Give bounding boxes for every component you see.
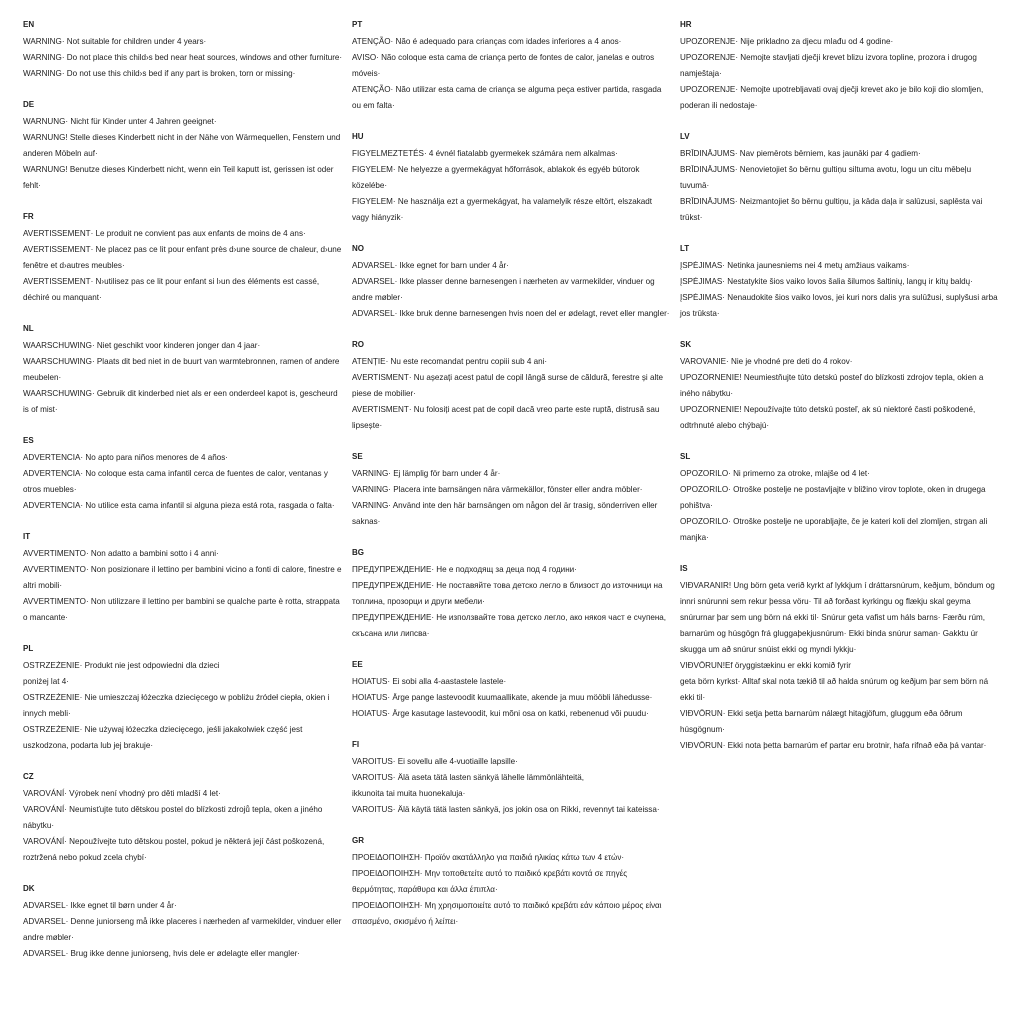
warning-text: ĮSPĖJIMAS· Nenaudokite šios vaiko lovos, jei kuri nors dalis yra sulūžusi, suplyšusi arba jos trūksta·: [680, 293, 998, 318]
warning-text: WAARSCHUWING· Plaats dit bed niet in de buurt van warmtebronnen, ramen of andere meubelen·: [23, 357, 340, 382]
warning-section: [23, 770, 345, 866]
language-code: IT: [23, 532, 31, 541]
language-code: EN: [23, 20, 35, 29]
language-code: NO: [352, 244, 364, 253]
warning-text: ADVERTENCIA· No apto para niños menores de 4 años·: [23, 453, 228, 462]
warning-section: [23, 530, 345, 626]
warning-text: UPOZORNENIE! Nepoužívajte túto detskú posteľ, ak sú niektoré časti poškodené, odtrhnuté alebo chýbajú·: [680, 405, 976, 430]
warning-text: ATENÇÃO· Não é adequado para crianças com idades inferiores a 4 anos·: [352, 37, 622, 46]
warning-section: [680, 18, 1002, 114]
warning-text: HOIATUS· Ärge kasutage lastevoodit, kui mõni osa on katki, rebenenud või puudu·: [352, 709, 649, 718]
warning-section: [680, 242, 1002, 322]
warning-text: AVERTISSEMENT· N›utilisez pas ce lit pour enfant si l›un des éléments est cassé, déchiré ou manquant·: [23, 277, 320, 302]
warning-text: poniżej lat 4·: [23, 677, 69, 686]
warning-text: ATENÇÃO· Não utilizar esta cama de criança se alguma peça estiver partida, rasgada ou em falta·: [352, 85, 662, 110]
language-code: SE: [352, 452, 363, 461]
warning-section: [352, 546, 670, 642]
warning-text: ΠΡΟΕΙΔΟΠΟΙΗΣΗ· Μη χρησιμοποιείτε αυτό το παιδικό κρεβάτι εάν κάποιο μέρος είναι σπασμένο, σκισμένο ή λείπει·: [352, 901, 662, 926]
warning-text: VAROITUS· Älä aseta tätä lasten sänkyä lähelle lämmönlähteitä,: [352, 773, 584, 782]
warning-section: [23, 210, 345, 306]
warning-text: VIÐVARANIR! Ung börn geta verið kyrkt af lykkjum í dráttarsnúrum, keðjum, böndum og innri snúrunni sem rekur þessa vöru· Til að forðast kyrkingu og flækju skal geyma snúrurnar þar sem ung börn ná ekki til· Snúrur geta vafist um háls barns· Færðu rúm, barnarúm og húsgögn frá gluggaþekjusnúrum· Ekki binda snúrur saman· Gakktu úr skugga um að snúrur snúist ekki og myndi lykkju·: [680, 581, 995, 654]
warning-text: AVISO· Não coloque esta cama de criança perto de fontes de calor, janelas e outros móveis·: [352, 53, 655, 78]
warning-section: [352, 130, 670, 226]
warning-text: VAROVANIE· Nie je vhodné pre deti do 4 rokov·: [680, 357, 853, 366]
warning-text: FIGYELEM· Ne használja ezt a gyermekágyat, ha valamelyik része eltört, elszakadt vagy hiányzik·: [352, 197, 653, 222]
warning-text: AVVERTIMENTO· Non posizionare il lettino per bambini vicino a fonti di calore, finestre e altri mobili·: [23, 565, 342, 590]
language-code: LV: [680, 132, 690, 141]
language-code: SL: [680, 452, 691, 461]
warning-text: VIÐVÖRUN· Ekki nota þetta barnarúm ef partar eru brotnir, hafa rifnað eða þá vantar·: [680, 741, 987, 750]
warning-text: ATENȚIE· Nu este recomandat pentru copiii sub 4 ani·: [352, 357, 548, 366]
warning-text: AVVERTIMENTO· Non adatto a bambini sotto i 4 anni·: [23, 549, 219, 558]
column-1: [23, 18, 345, 978]
language-code: BG: [352, 548, 364, 557]
language-code: DK: [23, 884, 35, 893]
warning-section: [352, 338, 670, 434]
warning-section: [680, 450, 1002, 546]
warning-text: ADVARSEL· Ikke egnet til børn under 4 år·: [23, 901, 177, 910]
warning-text: OSTRZEŻENIE· Produkt nie jest odpowiedni dla dzieci: [23, 661, 220, 670]
warning-text: VARNING· Använd inte den här barnsängen om någon del är trasig, sönderriven eller saknas·: [352, 501, 658, 526]
warning-text: ADVARSEL· Ikke bruk denne barnesengen hvis noen del er ødelagt, revet eller mangler·: [352, 309, 670, 318]
language-code: IS: [680, 564, 688, 573]
warning-text: VIÐVÖRUN!Ef öryggistækinu er ekki komið fyrir: [680, 661, 851, 670]
warning-section: [352, 242, 670, 322]
warning-text: ADVARSEL· Brug ikke denne juniorseng, hvis dele er ødelagte eller mangler·: [23, 949, 300, 958]
warning-text: VAROVÁNÍ· Výrobek není vhodný pro děti mladší 4 let·: [23, 789, 221, 798]
warning-text: ADVARSEL· Ikke egnet for barn under 4 år·: [352, 261, 509, 270]
warning-text: WARNING· Not suitable for children under 4 years·: [23, 37, 207, 46]
language-code: FI: [352, 740, 360, 749]
warning-text: OPOZORILO· Otroške postelje ne uporabljajte, če je kateri koli del zlomljen, strgan ali manjka·: [680, 517, 988, 542]
warning-section: [680, 130, 1002, 226]
language-code: NL: [23, 324, 34, 333]
warning-text: VAROVÁNÍ· Neumisťujte tuto dětskou postel do blízkosti zdrojů tepla, oken a jiného nábytku·: [23, 805, 323, 830]
warning-text: AVVERTIMENTO· Non utilizzare il lettino per bambini se qualche parte è rotta, strappata o mancante·: [23, 597, 340, 622]
warning-text: OPOZORILO· Ni primerno za otroke, mlajše od 4 let·: [680, 469, 870, 478]
warning-text: WARNUNG! Benutze dieses Kinderbett nicht, wenn ein Teil kaputt ist, gerissen ist oder fehlt·: [23, 165, 334, 190]
column-3: [680, 18, 1002, 770]
warning-text: AVERTISSEMENT· Ne placez pas ce lit pour enfant près d›une source de chaleur, d›une fenêtre et d›autres meubles·: [23, 245, 342, 270]
column-2: [352, 18, 670, 946]
warning-text: WARNUNG! Stelle dieses Kinderbett nicht in der Nähe von Wärmequellen, Fenstern und anderen Möbeln auf·: [23, 133, 341, 158]
warning-text: HOIATUS· Ärge pange lastevoodit kuumaallikate, akende ja muu mööbli lähedusse·: [352, 693, 653, 702]
warning-text: VARNING· Placera inte barnsängen nära värmekällor, fönster eller andra möbler·: [352, 485, 643, 494]
language-code: PT: [352, 20, 363, 29]
warning-text: HOIATUS· Ei sobi alla 4-aastastele lastele·: [352, 677, 507, 686]
warning-section: [680, 562, 1002, 754]
warning-section: [23, 434, 345, 514]
warning-text: geta börn kyrkst· Alltaf skal nota tækið til að halda snúrum og keðjum þar sem börn ná ekki til·: [680, 677, 989, 702]
language-code: DE: [23, 100, 35, 109]
warning-text: VIÐVÖRUN· Ekki setja þetta barnarúm nálægt hitagjöfum, gluggum eða öðrum húsgögnum·: [680, 709, 963, 734]
warning-text: OSTRZEŻENIE· Nie umieszczaj łóżeczka dziecięcego w pobliżu źródeł ciepła, okien i innych mebli·: [23, 693, 330, 718]
warning-text: WAARSCHUWING· Niet geschikt voor kinderen jonger dan 4 jaar·: [23, 341, 261, 350]
warning-text: OSTRZEŻENIE· Nie używaj łóżeczka dziecięcego, jeśli jakakolwiek część jest uszkodzona, podarta lub jej brakuje·: [23, 725, 303, 750]
warning-section: [23, 882, 345, 962]
language-code: FR: [23, 212, 34, 221]
language-code: ES: [23, 436, 34, 445]
language-code: PL: [23, 644, 34, 653]
warning-text: BRĪDINĀJUMS· Nav piemērots bērniem, kas jaunāki par 4 gadiem·: [680, 149, 921, 158]
warning-text: ADVERTENCIA· No utilice esta cama infantil si alguna pieza está rota, rasgada o falta·: [23, 501, 335, 510]
warning-text: UPOZORNENIE! Neumiestňujte túto detskú posteľ do blízkosti zdrojov tepla, okien a iného nábytku·: [680, 373, 984, 398]
warning-text: VAROITUS· Älä käytä tätä lasten sänkyä, jos jokin osa on Rikki, revennyt tai kateissa·: [352, 805, 660, 814]
warning-text: ADVERTENCIA· No coloque esta cama infantil cerca de fuentes de calor, ventanas y otros muebles·: [23, 469, 328, 494]
warning-text: VARNING· Ej lämplig för barn under 4 år·: [352, 469, 501, 478]
warning-text: UPOZORENJE· Nije prikladno za djecu mlađu od 4 godine·: [680, 37, 894, 46]
warning-text: ПРЕДУПРЕЖДЕНИЕ· Не използвайте това детско легло, ако някоя част е счупена, скъсана или липсва·: [352, 613, 667, 638]
warning-text: BRĪDINĀJUMS· Nenovietojiet šo bērnu gultiņu siltuma avotu, logu un citu mēbeļu tuvumā·: [680, 165, 972, 190]
warning-text: AVERTISSEMENT· Le produit ne convient pas aux enfants de moins de 4 ans·: [23, 229, 306, 238]
warning-text: OPOZORILO· Otroške postelje ne postavljajte v bližino virov toplote, oken in drugega pohištva·: [680, 485, 986, 510]
warning-text: ΠΡΟΕΙΔΟΠΟΙΗΣΗ· Προϊόν ακατάλληλο για παιδιά ηλικίας κάτω των 4 ετών·: [352, 853, 625, 862]
warning-text: ĮSPĖJIMAS· Netinka jaunesniems nei 4 metų amžiaus vaikams·: [680, 261, 910, 270]
warning-text: FIGYELEM· Ne helyezze a gyermekágyat hőforrások, ablakok és egyéb bútorok közelébe·: [352, 165, 640, 190]
warning-section: [352, 658, 670, 722]
warning-text: ПРЕДУПРЕЖДЕНИЕ· Не поставяйте това детско легло в близост до източници на топлина, прозорци и други мебели·: [352, 581, 663, 606]
warning-text: FIGYELMEZTETÉS· 4 évnél fiatalabb gyermekek számára nem alkalmas·: [352, 149, 618, 158]
warning-text: AVERTISMENT· Nu așezați acest patul de copil lângă surse de căldură, ferestre și alte piese de mobilier·: [352, 373, 664, 398]
language-code: HR: [680, 20, 692, 29]
warning-text: ПРЕДУПРЕЖДЕНИЕ· Не е подходящ за деца под 4 години·: [352, 565, 577, 574]
language-code: CZ: [23, 772, 34, 781]
warning-section: [352, 450, 670, 530]
warning-text: WAARSCHUWING· Gebruik dit kinderbed niet als er een onderdeel kapot is, gescheurd is of mist·: [23, 389, 338, 414]
warning-text: UPOZORENJE· Nemojte stavljati dječji krevet blizu izvora topline, prozora i drugog namještaja·: [680, 53, 977, 78]
warning-text: WARNING· Do not use this child›s bed if any part is broken, torn or missing·: [23, 69, 296, 78]
warning-text: WARNUNG· Nicht für Kinder unter 4 Jahren geeignet·: [23, 117, 217, 126]
language-code: HU: [352, 132, 364, 141]
warning-section: [352, 834, 670, 930]
warning-section: [23, 322, 345, 418]
warning-text: UPOZORENJE· Nemojte upotrebljavati ovaj dječji krevet ako je bilo koji dio slomljen, poderan ili nedostaje·: [680, 85, 984, 110]
warning-section: [680, 338, 1002, 434]
warning-text: AVERTISMENT· Nu folosiți acest pat de copil dacă vreo parte este ruptă, distrusă sau lipsește·: [352, 405, 660, 430]
language-code: GR: [352, 836, 364, 845]
warning-text: ADVARSEL· Ikke plasser denne barnesengen i nærheten av varmekilder, vinduer og andre møbler·: [352, 277, 655, 302]
language-code: RO: [352, 340, 364, 349]
warning-text: BRĪDINĀJUMS· Neizmantojiet šo bērnu gultiņu, ja kāda daļa ir salūzusi, saplēsta vai trūkst·: [680, 197, 983, 222]
warning-text: WARNING· Do not place this child›s bed near heat sources, windows and other furniture·: [23, 53, 343, 62]
warning-text: ikkunoita tai muita huonekaluja·: [352, 789, 466, 798]
warning-text: VAROITUS· Ei sovellu alle 4-vuotiaille lapsille·: [352, 757, 518, 766]
language-code: SK: [680, 340, 692, 349]
warning-section: [23, 18, 345, 82]
language-code: EE: [352, 660, 363, 669]
warning-section: [352, 738, 670, 818]
warning-text: ADVARSEL· Denne juniorseng må ikke placeres i nærheden af varmekilder, vinduer eller andre møbler·: [23, 917, 342, 942]
warning-section: [23, 642, 345, 754]
warning-text: VAROVÁNÍ· Nepoužívejte tuto dětskou postel, pokud je některá její část poškozená, roztržená nebo pokud zcela chybí·: [23, 837, 325, 862]
warning-section: [23, 98, 345, 194]
warning-text: ĮSPĖJIMAS· Nestatykite šios vaiko lovos šalia šilumos šaltinių, langų ir kitų baldų·: [680, 277, 973, 286]
warning-text: ΠΡΟΕΙΔΟΠΟΙΗΣΗ· Μην τοποθετείτε αυτό το παιδικό κρεβάτι κοντά σε πηγές θερμότητας, παράθυρα και άλλα έπιπλα·: [352, 869, 628, 894]
language-code: LT: [680, 244, 690, 253]
warning-section: [352, 18, 670, 114]
